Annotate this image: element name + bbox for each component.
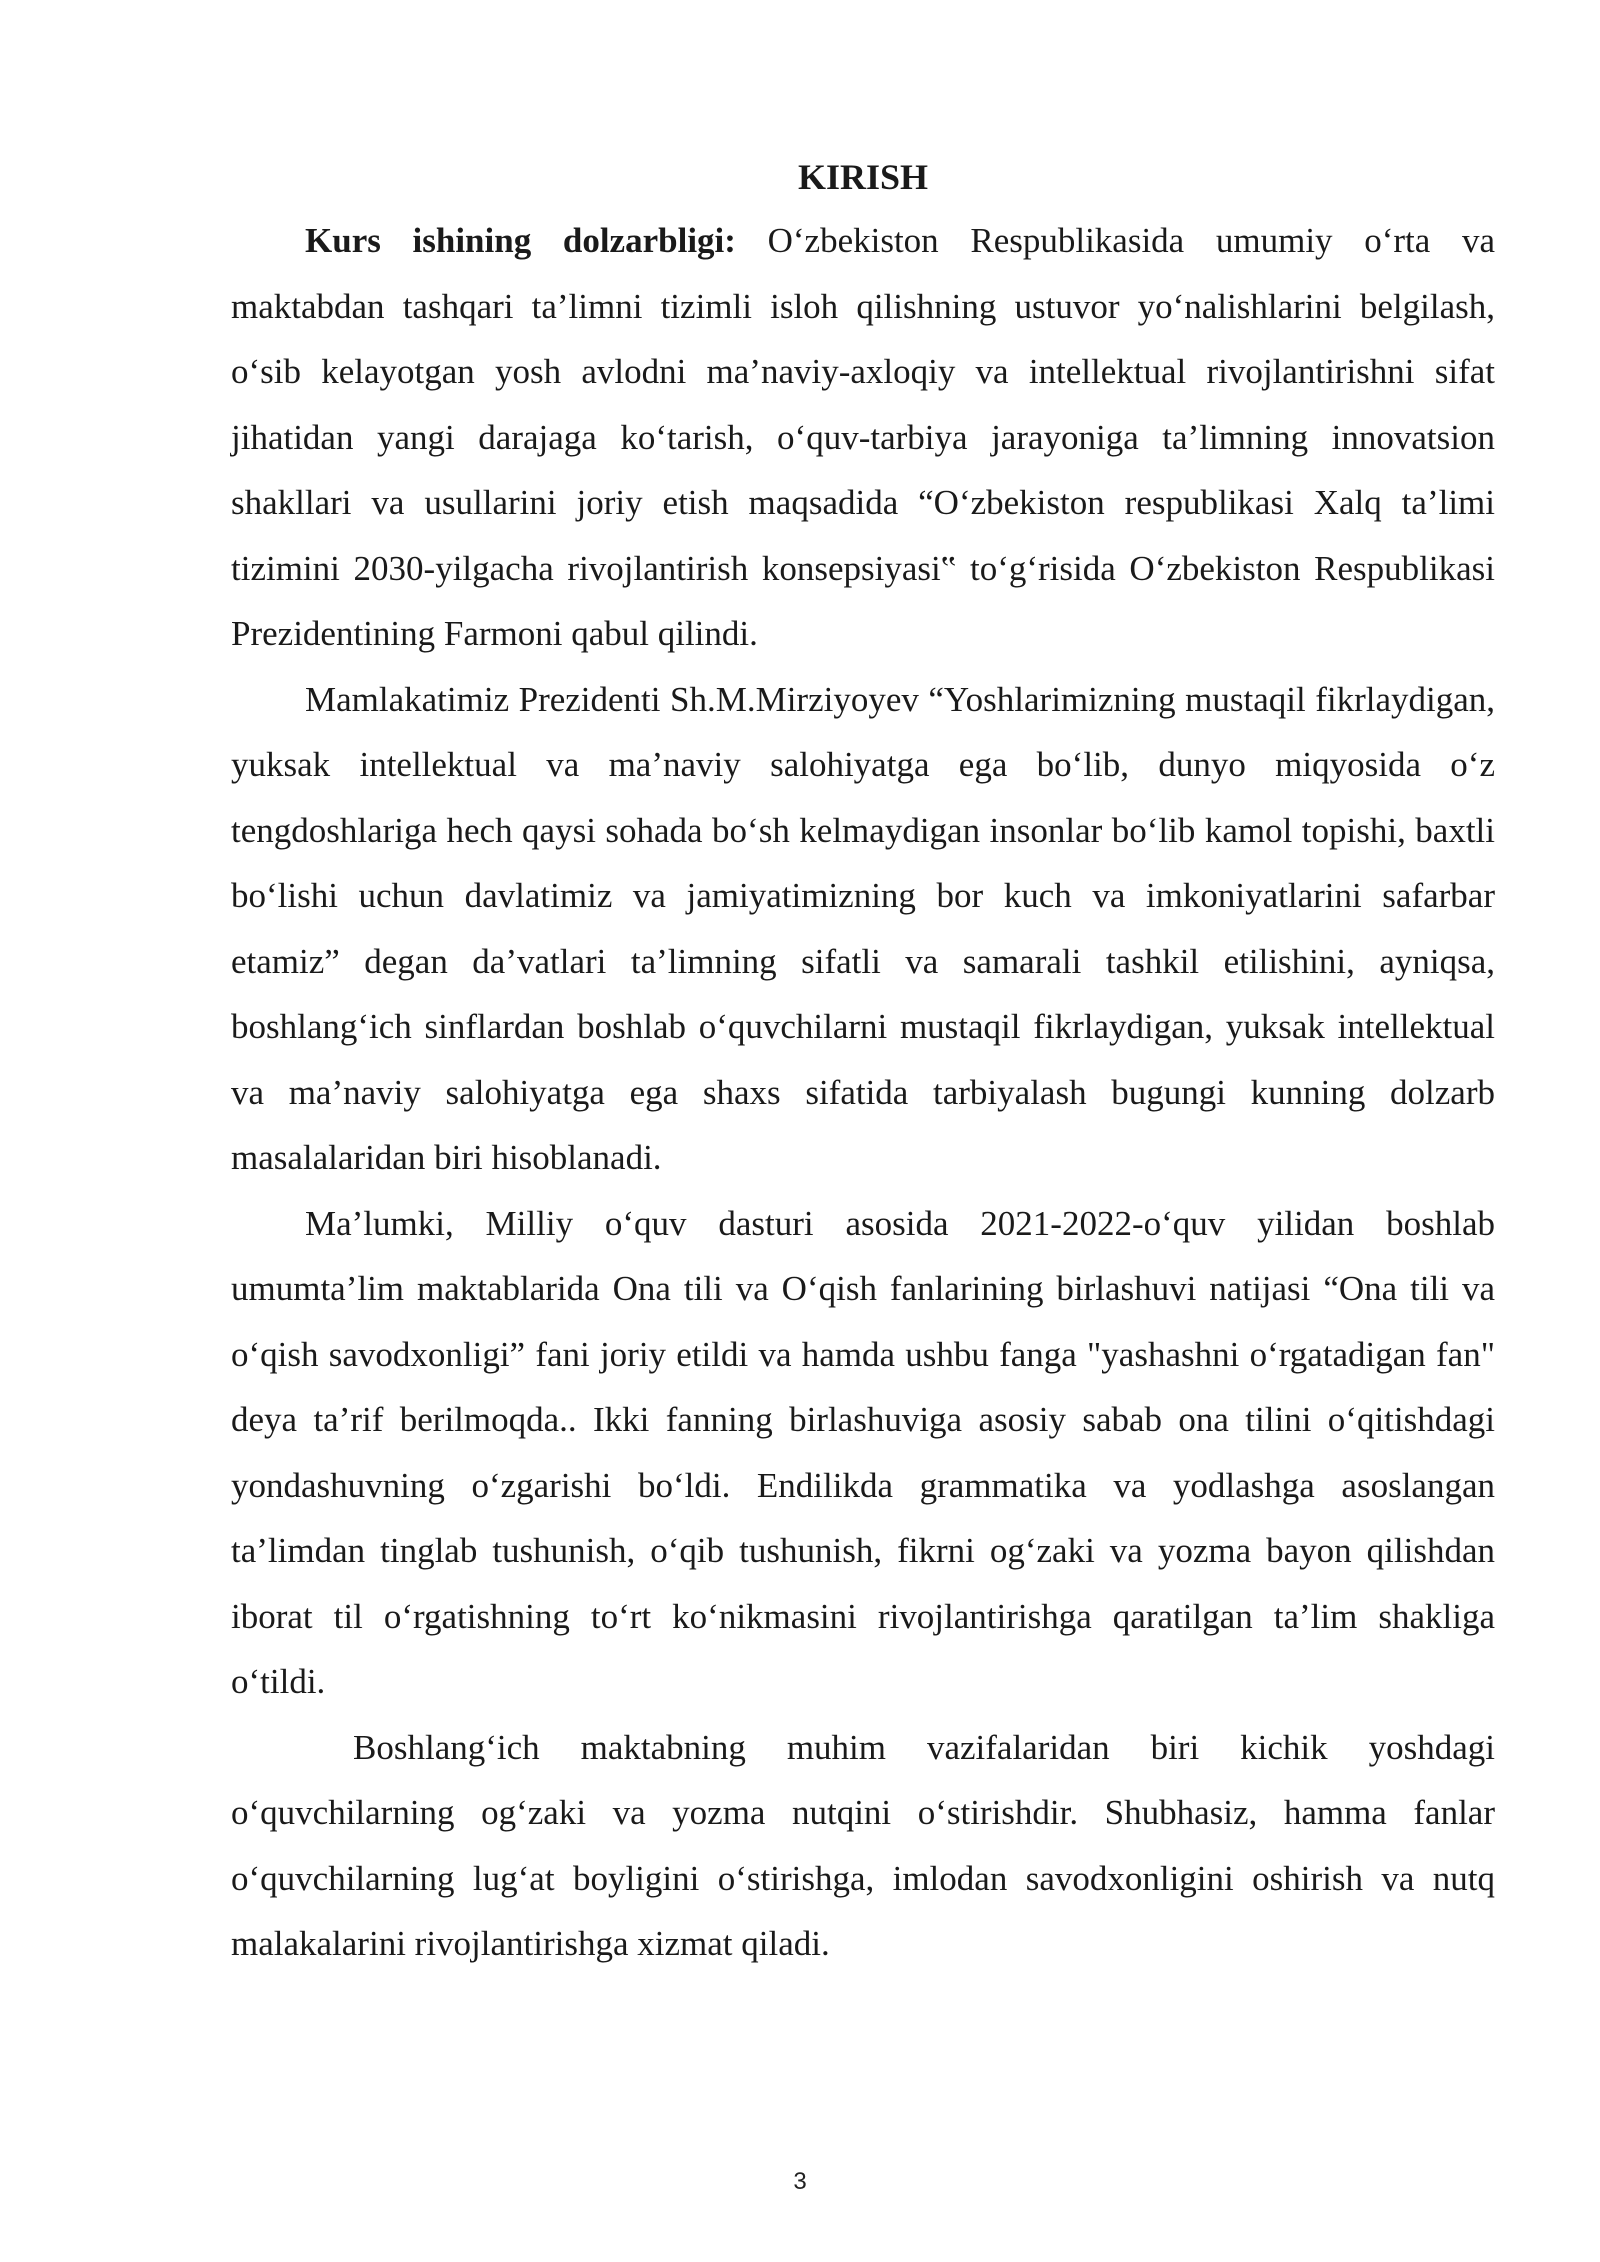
paragraph-text: Ma’lumki, Milliy o‘quv dasturi asosida 2021-2022-o‘quv yilidan boshlab umumta’lim maktablarida Ona tili va O‘qish fanlarining birlashuvi natijasi “Ona tili va o‘qish savodxonligi” fani joriy etildi va hamda ushbu fanga "yashashni o‘rgatadigan fan" deya ta’rif berilmoqda.. Ikki fanning birlashuviga asosiy sabab ona tilini o‘qitishdagi yondashuvning o‘zgarishi bo‘ldi. Endilikda grammatika va yodlashga asoslangan ta’limdan tinglab tushunish, o‘qib tushunish, fikrni og‘zaki va yozma bayon qilishdan iborat til o‘rgatishning to‘rt ko‘nikmasini rivojlantirishga qaratilgan ta’lim shakliga o‘tildi.	[231, 1203, 1495, 1701]
page-number: 3	[793, 2168, 807, 2195]
paragraph-text: Mamlakatimiz Prezidenti Sh.M.Mirziyoyev “Yoshlarimizning mustaqil fikrlaydigan, yuksak intellektual va ma’naviy salohiyatga ega bo‘lib, dunyo miqyosida o‘z tengdoshlariga hech qaysi sohada bo‘sh kelmaydigan insonlar bo‘lib kamol topishi, baxtli bo‘lishi uchun davlatimiz va jamiyatimizning bor kuch va imkoniyatlarini safarbar etamiz” degan da’vatlari ta’limning sifatli va samarali tashkil etilishini, ayniqsa, boshlang‘ich sinflardan boshlab o‘quvchilarni mustaqil fikrlaydigan, yuksak intellektual va ma’naviy salohiyatga ega shaxs sifatida tarbiyalash bugungi kunning dolzarb masalalaridan biri hisoblanadi.	[231, 679, 1495, 1177]
paragraph-text: O‘zbekiston Respublikasida umumiy o‘rta va maktabdan tashqari ta’limni tizimli isloh qilishning ustuvor yo‘nalishlarini belgilash, o‘sib kelayotgan yosh avlodni ma’naviy-axloqiy va intellektual rivojlantirishni sifat jihatidan yangi darajaga ko‘tarish, o‘quv-tarbiya jarayoniga ta’limning innovatsion shakllari va usullarini joriy etish maqsadida “O‘zbekiston respublikasi Xalq ta’limi tizimini 2030-yilgacha rivojlantirish konsepsiyasi‟ to‘g‘risida O‘zbekiston Respublikasi Prezidentining Farmoni qabul qilindi.	[231, 221, 1495, 653]
paragraph-relevance	[231, 208, 1495, 667]
document-body	[231, 148, 1495, 1977]
paragraph-curriculum	[231, 1191, 1495, 1715]
paragraph-president	[231, 667, 1495, 1191]
paragraph-primary-school	[231, 1715, 1495, 1977]
paragraph-text: Boshlang‘ich maktabning muhim vazifalaridan biri kichik yoshdagi o‘quvchilarning og‘zaki va yozma nutqini o‘stirishdir. Shubhasiz, hamma fanlar o‘quvchilarning lug‘at boyligini o‘stirishga, imlodan savodxonligini oshirish va nutq malakalarini rivojlantirishga xizmat qiladi.	[231, 1727, 1495, 1963]
paragraph-lead: Kurs ishining dolzarbligi:	[305, 221, 736, 260]
section-title: KIRISH	[797, 157, 929, 197]
